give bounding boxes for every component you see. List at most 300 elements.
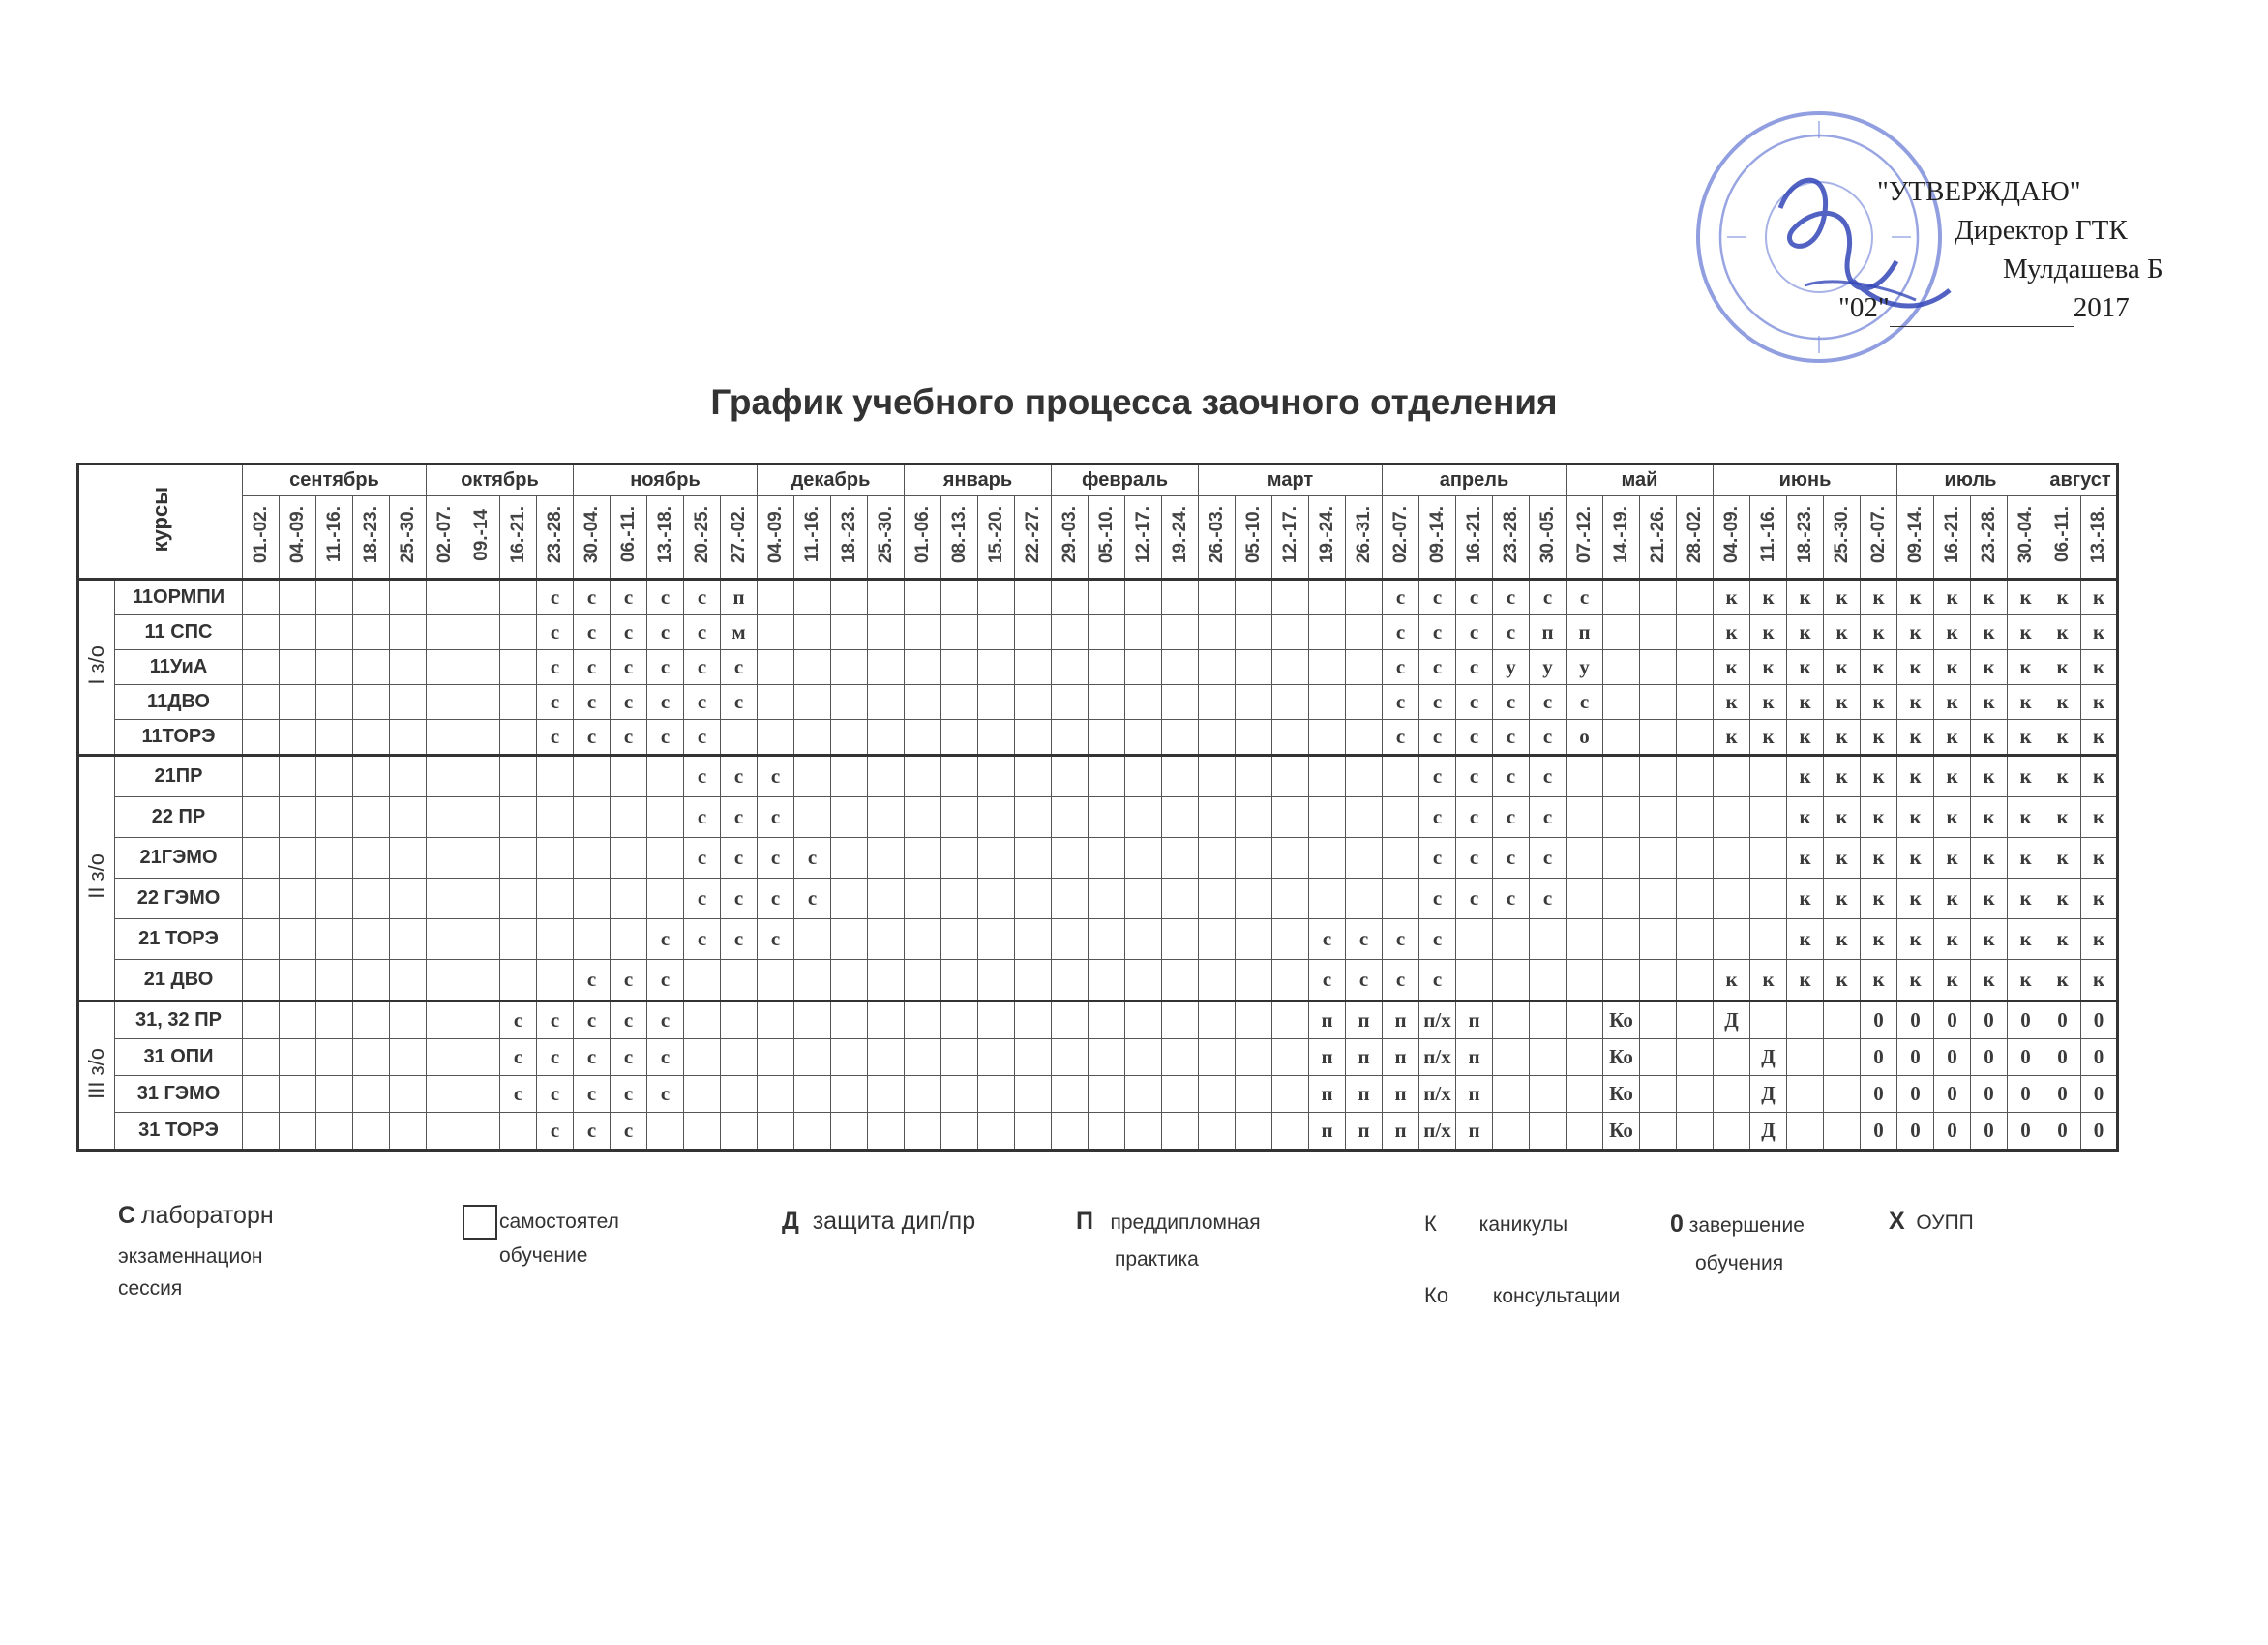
- week-label: 29.-03.: [1059, 505, 1080, 564]
- schedule-cell: [243, 650, 280, 685]
- schedule-cell: с: [684, 615, 721, 650]
- schedule-cell: [1272, 797, 1309, 838]
- schedule-cell: [868, 650, 905, 685]
- schedule-cell: Д: [1750, 1039, 1787, 1076]
- schedule-cell: [243, 797, 280, 838]
- schedule-cell: [941, 580, 978, 615]
- schedule-cell: [758, 1076, 794, 1113]
- schedule-cell: с: [684, 838, 721, 879]
- schedule-cell: п: [1383, 1039, 1419, 1076]
- schedule-cell: [647, 756, 684, 797]
- schedule-cell: [758, 1002, 794, 1039]
- schedule-cell: [758, 615, 794, 650]
- schedule-cell: к: [1824, 615, 1861, 650]
- schedule-cell: [758, 685, 794, 720]
- schedule-cell: [831, 1113, 868, 1151]
- schedule-cell: [243, 580, 280, 615]
- schedule-cell: с: [574, 580, 611, 615]
- schedule-cell: с: [574, 1002, 611, 1039]
- week-label: 16.-21.: [507, 505, 528, 564]
- schedule-cell: с: [500, 1002, 537, 1039]
- schedule-cell: с: [1456, 838, 1493, 879]
- week-header: [721, 496, 758, 580]
- schedule-cell: с: [1346, 960, 1383, 1002]
- schedule-cell: [1052, 838, 1089, 879]
- schedule-cell: с: [1419, 838, 1456, 879]
- schedule-cell: с: [647, 580, 684, 615]
- schedule-cell: [611, 879, 647, 919]
- week-label: 09.-14.: [1904, 505, 1925, 564]
- schedule-cell: 0: [1861, 1113, 1897, 1151]
- group-name: 11ТОРЭ: [115, 720, 243, 756]
- schedule-cell: 0: [1971, 1002, 2008, 1039]
- schedule-cell: [280, 756, 316, 797]
- schedule-cell: [390, 1113, 427, 1151]
- schedule-cell: [978, 879, 1015, 919]
- schedule-cell: [316, 960, 353, 1002]
- schedule-cell: к: [1824, 879, 1861, 919]
- week-label: 01.-06.: [911, 505, 933, 564]
- schedule-cell: [427, 756, 463, 797]
- schedule-cell: [978, 615, 1015, 650]
- schedule-cell: [1750, 879, 1787, 919]
- schedule-cell: с: [794, 838, 831, 879]
- schedule-cell: [280, 1002, 316, 1039]
- schedule-cell: к: [2008, 879, 2044, 919]
- schedule-cell: [1677, 797, 1714, 838]
- schedule-cell: [574, 756, 611, 797]
- schedule-cell: с: [537, 685, 574, 720]
- schedule-cell: к: [1861, 685, 1897, 720]
- schedule-cell: [427, 1002, 463, 1039]
- schedule-cell: у: [1567, 650, 1603, 685]
- week-header: [574, 496, 611, 580]
- schedule-cell: с: [1419, 797, 1456, 838]
- course-group-label: [78, 756, 115, 1002]
- schedule-cell: [1015, 879, 1052, 919]
- schedule-cell: [1199, 720, 1236, 756]
- schedule-cell: [316, 838, 353, 879]
- schedule-cell: 0: [2044, 1113, 2081, 1151]
- week-header: [280, 496, 316, 580]
- schedule-cell: [1236, 1076, 1272, 1113]
- schedule-cell: [794, 1039, 831, 1076]
- course-group-label: [78, 580, 115, 756]
- schedule-cell: с: [537, 580, 574, 615]
- schedule-cell: [1346, 879, 1383, 919]
- week-label: 25.-30.: [397, 505, 418, 564]
- schedule-cell: с: [758, 797, 794, 838]
- legend-zero: [1670, 1211, 1805, 1239]
- schedule-cell: [1824, 1076, 1861, 1113]
- schedule-cell: [1089, 838, 1125, 879]
- schedule-cell: [1383, 879, 1419, 919]
- schedule-cell: [463, 756, 500, 797]
- schedule-cell: [280, 960, 316, 1002]
- week-header: [831, 496, 868, 580]
- schedule-cell: [500, 580, 537, 615]
- schedule-cell: к: [1861, 756, 1897, 797]
- schedule-cell: к: [1897, 580, 1934, 615]
- schedule-cell: [390, 838, 427, 879]
- week-label: 18.-23.: [360, 505, 381, 564]
- schedule-cell: с: [647, 650, 684, 685]
- schedule-cell: к: [2044, 960, 2081, 1002]
- schedule-cell: [1346, 720, 1383, 756]
- schedule-cell: [500, 650, 537, 685]
- schedule-cell: [574, 797, 611, 838]
- schedule-cell: [1272, 1076, 1309, 1113]
- month-header: декабрь: [758, 464, 905, 496]
- schedule-cell: [463, 1076, 500, 1113]
- schedule-cell: [1089, 879, 1125, 919]
- schedule-cell: [794, 1113, 831, 1151]
- schedule-cell: [280, 580, 316, 615]
- schedule-cell: [1309, 580, 1346, 615]
- schedule-cell: [1089, 797, 1125, 838]
- schedule-cell: [794, 580, 831, 615]
- schedule-cell: [1787, 1113, 1824, 1151]
- week-header: [316, 496, 353, 580]
- schedule-cell: к: [1971, 685, 2008, 720]
- schedule-cell: [1052, 650, 1089, 685]
- schedule-cell: [1125, 580, 1162, 615]
- schedule-cell: к: [1824, 685, 1861, 720]
- schedule-cell: к: [1714, 615, 1750, 650]
- schedule-cell: [831, 797, 868, 838]
- table-row: [78, 838, 2118, 879]
- schedule-cell: с: [1530, 720, 1567, 756]
- schedule-cell: [978, 1002, 1015, 1039]
- schedule-cell: с: [1456, 580, 1493, 615]
- schedule-cell: 0: [2008, 1113, 2044, 1151]
- schedule-cell: [1272, 685, 1309, 720]
- schedule-cell: к: [1934, 838, 1971, 879]
- schedule-cell: [500, 797, 537, 838]
- schedule-cell: [941, 720, 978, 756]
- schedule-cell: [684, 1002, 721, 1039]
- courses-header: [78, 464, 243, 580]
- schedule-cell: [1125, 720, 1162, 756]
- schedule-cell: к: [1971, 650, 2008, 685]
- legend-k: [1424, 1211, 1567, 1237]
- month-header: март: [1199, 464, 1383, 496]
- week-header: [1750, 496, 1787, 580]
- schedule-cell: с: [1530, 685, 1567, 720]
- week-header: [463, 496, 500, 580]
- schedule-cell: [1236, 838, 1272, 879]
- schedule-cell: [941, 919, 978, 960]
- schedule-cell: с: [684, 919, 721, 960]
- schedule-cell: [1015, 756, 1052, 797]
- table-row: [78, 879, 2118, 919]
- schedule-cell: [353, 580, 390, 615]
- schedule-cell: [390, 615, 427, 650]
- schedule-cell: с: [1419, 685, 1456, 720]
- schedule-cell: [868, 879, 905, 919]
- schedule-cell: [1199, 615, 1236, 650]
- schedule-cell: [1677, 685, 1714, 720]
- schedule-cell: [243, 685, 280, 720]
- schedule-cell: к: [1750, 960, 1787, 1002]
- week-label: 14.-19.: [1610, 505, 1631, 564]
- table-row: [78, 580, 2118, 615]
- schedule-cell: с: [794, 879, 831, 919]
- schedule-cell: [941, 685, 978, 720]
- schedule-cell: с: [684, 879, 721, 919]
- schedule-cell: [978, 720, 1015, 756]
- schedule-cell: [1125, 960, 1162, 1002]
- schedule-cell: [1052, 879, 1089, 919]
- schedule-cell: о: [1567, 720, 1603, 756]
- schedule-cell: [463, 685, 500, 720]
- week-header: [868, 496, 905, 580]
- schedule-cell: с: [647, 960, 684, 1002]
- schedule-cell: [1089, 919, 1125, 960]
- week-label: 11.-16.: [1757, 506, 1778, 563]
- schedule-cell: п: [1456, 1076, 1493, 1113]
- legend-c-text3: сессия: [118, 1277, 183, 1300]
- approval-date: [1819, 288, 2187, 327]
- schedule-cell: [316, 1002, 353, 1039]
- schedule-cell: [1677, 1076, 1714, 1113]
- schedule-cell: [905, 615, 941, 650]
- schedule-cell: [1383, 797, 1419, 838]
- schedule-cell: [243, 960, 280, 1002]
- schedule-cell: к: [1824, 650, 1861, 685]
- month-header: май: [1567, 464, 1714, 496]
- schedule-cell: [1052, 960, 1089, 1002]
- schedule-cell: к: [1934, 756, 1971, 797]
- course-group-label: [78, 1002, 115, 1151]
- schedule-cell: [1346, 685, 1383, 720]
- schedule-cell: с: [1456, 879, 1493, 919]
- schedule-cell: [978, 580, 1015, 615]
- schedule-cell: [905, 919, 941, 960]
- schedule-cell: Ко: [1603, 1002, 1640, 1039]
- schedule-cell: к: [1714, 685, 1750, 720]
- schedule-cell: [1493, 960, 1530, 1002]
- schedule-cell: [978, 1039, 1015, 1076]
- schedule-cell: к: [2081, 756, 2118, 797]
- schedule-cell: [1677, 720, 1714, 756]
- schedule-cell: к: [1934, 650, 1971, 685]
- schedule-cell: [868, 756, 905, 797]
- schedule-cell: к: [2081, 720, 2118, 756]
- schedule-cell: [1272, 720, 1309, 756]
- schedule-cell: [463, 919, 500, 960]
- schedule-cell: [868, 1113, 905, 1151]
- schedule-cell: к: [2044, 580, 2081, 615]
- schedule-cell: к: [2044, 720, 2081, 756]
- schedule-cell: [353, 1113, 390, 1151]
- schedule-cell: [831, 1039, 868, 1076]
- schedule-cell: с: [1530, 879, 1567, 919]
- schedule-cell: к: [1971, 756, 2008, 797]
- schedule-cell: [1530, 960, 1567, 1002]
- schedule-cell: 0: [1934, 1113, 1971, 1151]
- schedule-cell: [1456, 919, 1493, 960]
- schedule-cell: с: [1456, 615, 1493, 650]
- schedule-cell: [1162, 960, 1199, 1002]
- schedule-cell: 0: [2044, 1076, 2081, 1113]
- schedule-cell: [1346, 838, 1383, 879]
- approval-date-year: 2017: [2073, 292, 2130, 323]
- schedule-cell: [353, 756, 390, 797]
- schedule-cell: 0: [2081, 1076, 2118, 1113]
- week-header: [1383, 496, 1419, 580]
- schedule-cell: [1603, 650, 1640, 685]
- schedule-cell: к: [2008, 580, 2044, 615]
- schedule-cell: п: [1309, 1113, 1346, 1151]
- schedule-cell: с: [721, 919, 758, 960]
- schedule-cell: [353, 1002, 390, 1039]
- approval-date-day: "02": [1838, 292, 1890, 323]
- schedule-cell: [1714, 1076, 1750, 1113]
- schedule-cell: с: [647, 919, 684, 960]
- week-label: 18.-23.: [1794, 505, 1815, 564]
- schedule-cell: с: [1493, 720, 1530, 756]
- schedule-cell: [1346, 797, 1383, 838]
- week-label: 30.-04.: [2014, 505, 2036, 564]
- schedule-cell: [463, 879, 500, 919]
- schedule-cell: [905, 1076, 941, 1113]
- schedule-cell: с: [1309, 960, 1346, 1002]
- schedule-cell: [463, 650, 500, 685]
- schedule-cell: [463, 797, 500, 838]
- schedule-cell: [1640, 1039, 1677, 1076]
- week-header: [1934, 496, 1971, 580]
- week-header: [1787, 496, 1824, 580]
- schedule-cell: [1052, 797, 1089, 838]
- schedule-cell: 0: [2044, 1039, 2081, 1076]
- schedule-cell: [1272, 756, 1309, 797]
- schedule-cell: с: [1493, 879, 1530, 919]
- schedule-cell: [868, 720, 905, 756]
- schedule-cell: с: [574, 960, 611, 1002]
- schedule-cell: [316, 1076, 353, 1113]
- schedule-cell: [1236, 580, 1272, 615]
- schedule-cell: [427, 960, 463, 1002]
- schedule-cell: [353, 919, 390, 960]
- schedule-cell: с: [1419, 919, 1456, 960]
- week-header: [941, 496, 978, 580]
- schedule-cell: [390, 919, 427, 960]
- schedule-cell: [1787, 1002, 1824, 1039]
- schedule-cell: [794, 685, 831, 720]
- schedule-cell: [390, 580, 427, 615]
- schedule-cell: к: [2044, 919, 2081, 960]
- schedule-cell: [1199, 960, 1236, 1002]
- schedule-cell: с: [1419, 580, 1456, 615]
- week-header: [1897, 496, 1934, 580]
- schedule-cell: [1640, 919, 1677, 960]
- table-row: [78, 720, 2118, 756]
- schedule-cell: с: [574, 720, 611, 756]
- week-label: 09.-14: [470, 508, 492, 561]
- week-label: 26.-03.: [1206, 505, 1227, 564]
- course-group-text: III з/о: [84, 1047, 108, 1099]
- schedule-cell: к: [1861, 797, 1897, 838]
- week-label: 22.-27.: [1022, 505, 1043, 564]
- schedule-cell: к: [2044, 650, 2081, 685]
- week-header: [390, 496, 427, 580]
- schedule-cell: [794, 797, 831, 838]
- schedule-cell: [1236, 960, 1272, 1002]
- schedule-cell: [280, 879, 316, 919]
- schedule-cell: п: [1309, 1076, 1346, 1113]
- schedule-cell: с: [1419, 650, 1456, 685]
- schedule-cell: [831, 720, 868, 756]
- schedule-cell: [611, 919, 647, 960]
- schedule-cell: [1199, 650, 1236, 685]
- schedule-cell: к: [2081, 650, 2118, 685]
- schedule-cell: [427, 650, 463, 685]
- week-header: [2044, 496, 2081, 580]
- schedule-cell: с: [1530, 580, 1567, 615]
- week-header: [1236, 496, 1272, 580]
- schedule-cell: [280, 1039, 316, 1076]
- schedule-cell: [1567, 919, 1603, 960]
- week-header: [1125, 496, 1162, 580]
- schedule-cell: [463, 580, 500, 615]
- schedule-cell: [978, 838, 1015, 879]
- schedule-cell: [1272, 1113, 1309, 1151]
- group-name: 21 ТОРЭ: [115, 919, 243, 960]
- schedule-cell: к: [1897, 756, 1934, 797]
- schedule-cell: [243, 756, 280, 797]
- schedule-cell: с: [611, 650, 647, 685]
- schedule-cell: [427, 879, 463, 919]
- schedule-cell: к: [2008, 685, 2044, 720]
- schedule-cell: [647, 1113, 684, 1151]
- schedule-cell: [794, 650, 831, 685]
- schedule-cell: с: [611, 580, 647, 615]
- schedule-cell: к: [1861, 879, 1897, 919]
- schedule-cell: [1162, 685, 1199, 720]
- schedule-cell: [1567, 1002, 1603, 1039]
- schedule-cell: [1125, 879, 1162, 919]
- schedule-cell: с: [537, 615, 574, 650]
- schedule-cell: [1346, 615, 1383, 650]
- schedule-cell: [1089, 685, 1125, 720]
- schedule-cell: [905, 879, 941, 919]
- schedule-cell: [280, 1113, 316, 1151]
- schedule-cell: [868, 960, 905, 1002]
- week-label: 06.-11.: [617, 506, 639, 563]
- week-header: [427, 496, 463, 580]
- schedule-cell: [721, 1076, 758, 1113]
- schedule-cell: [280, 1076, 316, 1113]
- schedule-cell: [537, 919, 574, 960]
- schedule-cell: [316, 919, 353, 960]
- week-header: [1530, 496, 1567, 580]
- schedule-cell: с: [1530, 756, 1567, 797]
- schedule-cell: с: [758, 756, 794, 797]
- week-label: 06.-11.: [2051, 506, 2073, 563]
- schedule-cell: 0: [2081, 1002, 2118, 1039]
- schedule-cell: [1493, 1039, 1530, 1076]
- schedule-cell: [978, 1113, 1015, 1151]
- schedule-cell: [280, 650, 316, 685]
- schedule-cell: с: [721, 797, 758, 838]
- schedule-cell: [1089, 960, 1125, 1002]
- schedule-cell: [1089, 650, 1125, 685]
- schedule-cell: с: [537, 720, 574, 756]
- schedule-cell: к: [1934, 797, 1971, 838]
- week-header: [1419, 496, 1456, 580]
- schedule-cell: с: [647, 1039, 684, 1076]
